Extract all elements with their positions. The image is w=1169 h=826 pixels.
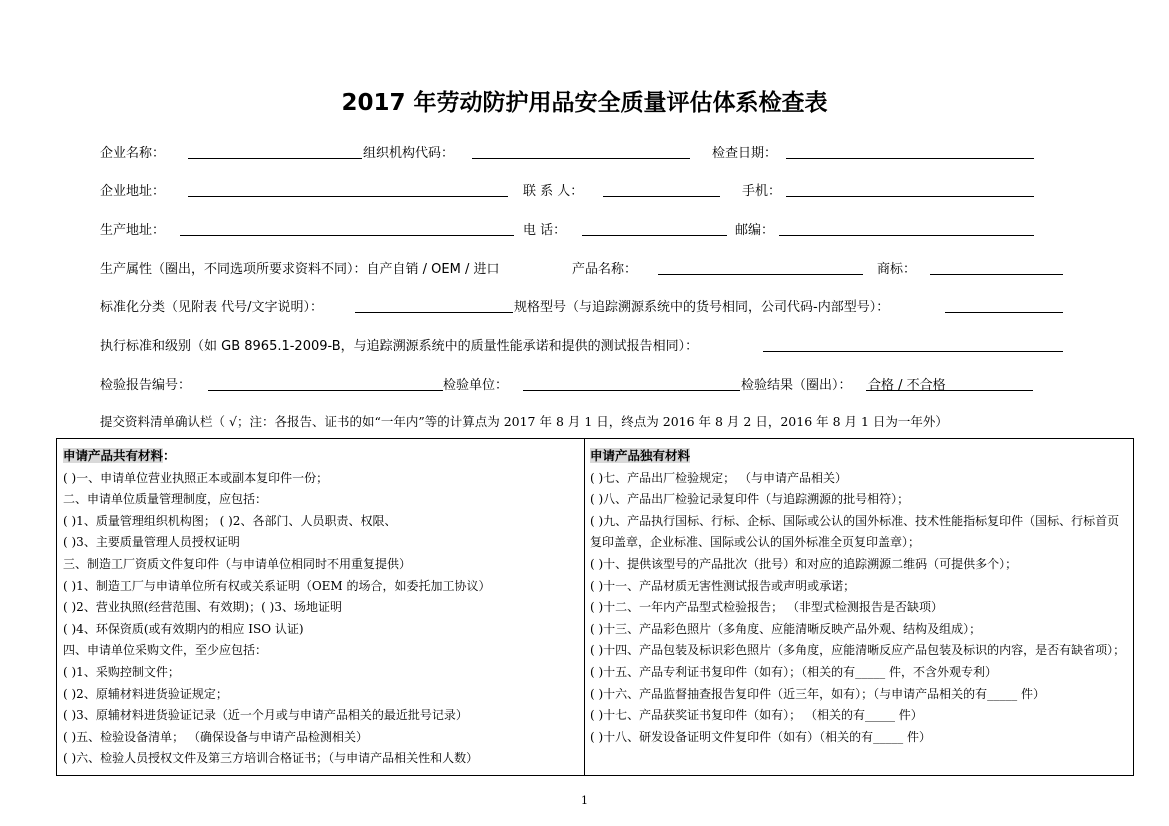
checklist-item[interactable]: ( )4、环保资质(或有效期内的相应 ISO 认证) <box>63 621 304 636</box>
product-name-label: 产品名称： <box>572 262 638 277</box>
checklist-item[interactable]: ( )十、提供该型号的产品批次（批号）和对应的追踪溯源二维码（可提供多个）； <box>590 556 1018 571</box>
checklist-item[interactable]: ( )一、申请单位营业执照正本或副本复印件一份； <box>63 470 329 485</box>
page-number: 1 <box>581 794 588 807</box>
standard-class-label: 标准化分类（见附表 代号/文字说明）： <box>100 300 324 315</box>
exec-standard-label: 执行标准和级别（如 GB 8965.1-2009-B，与追踪溯源系统中的质量性能承诺和提供的测试报告相同）： <box>100 339 699 354</box>
checklist-item[interactable]: ( )十四、产品包装及标识彩色照片（多角度，应能清晰反应产品包装及标识的内容，是否有缺省项）； <box>590 643 1126 658</box>
company-name-label: 企业名称： <box>100 146 166 161</box>
column-divider <box>584 439 585 775</box>
unique-materials-column <box>590 445 1130 748</box>
company-address-field[interactable] <box>188 196 508 197</box>
checklist-item[interactable]: ( )2、原辅材料进货验证规定； <box>63 686 228 701</box>
checklist-item[interactable]: ( )十一、产品材质无害性测试报告或声明或承诺； <box>590 578 856 593</box>
production-address-field[interactable] <box>180 235 514 236</box>
check-date-field[interactable] <box>786 158 1034 159</box>
checklist-item[interactable]: ( )3、原辅材料进货验证记录（近一个月或与申请产品相关的最近批号记录） <box>63 708 468 723</box>
postcode-field[interactable] <box>779 235 1034 236</box>
mobile-label: 手机： <box>742 184 782 199</box>
checklist-section: 二、申请单位质量管理制度，应包括： <box>63 492 268 507</box>
postcode-label: 邮编： <box>735 223 775 238</box>
checklist-item[interactable]: ( )十二、一年内产品型式检验报告； （非型式检测报告是否缺项） <box>590 600 943 615</box>
trademark-label: 商标： <box>877 262 917 277</box>
shared-materials-column: 申请产品共有材料： ( )一、申请单位营业执照正本或副本复印件一份； 二、申请单位质量管理制度，应包括： ( )1、质量管理组织机构图； ( )2、各部门、人员职责、权限、 ( )3、主要质量管理人员授权证明 三、制造工厂资质文件复印件（与申请单位相同时不用重复提供） ( )1、制造工厂与申请单位所有权或关系证明（OEM 的场合，如委托加工协议） ( )2、营业执照(经营范围、有效期)；( )3、场地证明 ( )4、环保资质(或有效期内的相应 ISO 认证) 四、申请单位采购文件，至少应包括： ( )1、采购控制文件； ( )2、原辅材料进货验证规定； ( )3、原辅材料进货验证记录（近一个月或与申请产品相关的最近批号记录） ( )五、检验设备清单； （确保设备与申请产品检测相关） ( )六、检验人员授权文件及第三方培训合格证书；（与申请产品相关性和人数） <box>63 445 579 770</box>
checklist-item[interactable]: ( )五、检验设备清单； （确保设备与申请产品检测相关） <box>63 729 368 744</box>
checklist-item[interactable]: ( )十八、研发设备证明文件复印件（如有）（相关的有_____ 件） <box>590 729 931 744</box>
production-attr-label: 生产属性（圈出，不同选项所要求资料不同）：自产自销 / OEM / 进口 <box>100 262 500 277</box>
checklist-item[interactable]: ( )十三、产品彩色照片（多角度、应能清晰反映产品外观、结构及组成）； <box>590 621 982 636</box>
test-result-options[interactable]: 合格 / 不合格 <box>868 378 946 393</box>
checklist-item[interactable]: ( )八、产品出厂检验记录复印件（与追踪溯源的批号相符）； <box>590 492 910 507</box>
org-code-field[interactable] <box>472 158 690 159</box>
submit-confirm-label: 提交资料清单确认栏（ √；注：各报告、证书的如“一年内”等的计算点为 2017 年 8 月 1 日，终点为 2016 年 8 月 2 日，2016 年 8 月 1 日为一年外） <box>100 414 948 429</box>
checklist-item[interactable]: ( )1、采购控制文件； <box>63 664 180 679</box>
exec-standard-field[interactable] <box>763 351 1063 352</box>
phone-label: 电 话： <box>523 223 567 238</box>
test-result-underline <box>866 390 1033 391</box>
mobile-field[interactable] <box>786 196 1034 197</box>
checklist-item[interactable]: ( )1、制造工厂与申请单位所有权或关系证明（OEM 的场合，如委托加工协议） <box>63 578 491 593</box>
test-unit-field[interactable] <box>523 390 740 391</box>
checklist-section: 三、制造工厂资质文件复印件（与申请单位相同时不用重复提供） <box>63 556 412 571</box>
checklist-item[interactable]: ( )六、检验人员授权文件及第三方培训合格证书；（与申请产品相关性和人数） <box>63 751 479 766</box>
check-date-label: 检查日期： <box>712 146 778 161</box>
checklist-item[interactable]: ( )九、产品执行国标、行标、企标、国际或公认的国外标准、技术性能指标复印件（国标、行标首页复印盖章，企业标准、国际或公认的国外标准全页复印盖章）； <box>590 513 1120 550</box>
contact-field[interactable] <box>603 196 720 197</box>
contact-label: 联 系 人： <box>523 184 584 199</box>
trademark-field[interactable] <box>930 274 1063 275</box>
page-title: 2017 年劳动防护用品安全质量评估体系检查表 <box>341 90 828 116</box>
test-result-label: 检验结果（圈出）： <box>741 378 852 393</box>
report-no-field[interactable] <box>208 390 443 391</box>
checklist-item[interactable]: ( )2、营业执照(经营范围、有效期)；( )3、场地证明 <box>63 600 342 615</box>
shared-materials-heading: 申请产品共有材料 <box>63 448 164 463</box>
company-address-label: 企业地址： <box>100 184 166 199</box>
model-field[interactable] <box>945 312 1063 313</box>
checklist-item[interactable]: ( )十六、产品监督抽查报告复印件（近三年，如有）；（与申请产品相关的有_____ 件） <box>590 686 1045 701</box>
product-name-field[interactable] <box>658 274 863 275</box>
checklist-item[interactable]: ( )十五、产品专利证书复印件（如有）；（相关的有_____ 件，不含外观专利） <box>590 664 997 679</box>
test-unit-label: 检验单位： <box>443 378 509 393</box>
org-code-label: 组织机构代码： <box>363 146 455 161</box>
checklist-item[interactable]: ( )十七、产品获奖证书复印件（如有）； （相关的有_____ 件） <box>590 708 923 723</box>
checklist-section: 四、申请单位采购文件，至少应包括： <box>63 643 268 658</box>
report-no-label: 检验报告编号： <box>100 378 192 393</box>
standard-class-field[interactable] <box>355 312 513 313</box>
checklist-item[interactable]: ( )1、质量管理组织机构图； ( )2、各部门、人员职责、权限、 <box>63 513 397 528</box>
checklist-item[interactable]: ( )3、主要质量管理人员授权证明 <box>63 535 240 550</box>
model-label: 规格型号（与追踪溯源系统中的货号相同，公司代码-内部型号）： <box>514 300 890 315</box>
unique-materials-heading: 申请产品独有材料 <box>590 448 691 463</box>
production-address-label: 生产地址： <box>100 223 166 238</box>
checklist-item[interactable]: ( )七、产品出厂检验规定； （与申请产品相关） <box>590 470 847 485</box>
company-name-field[interactable] <box>188 158 362 159</box>
checklist-table <box>56 438 1134 776</box>
phone-field[interactable] <box>582 235 727 236</box>
